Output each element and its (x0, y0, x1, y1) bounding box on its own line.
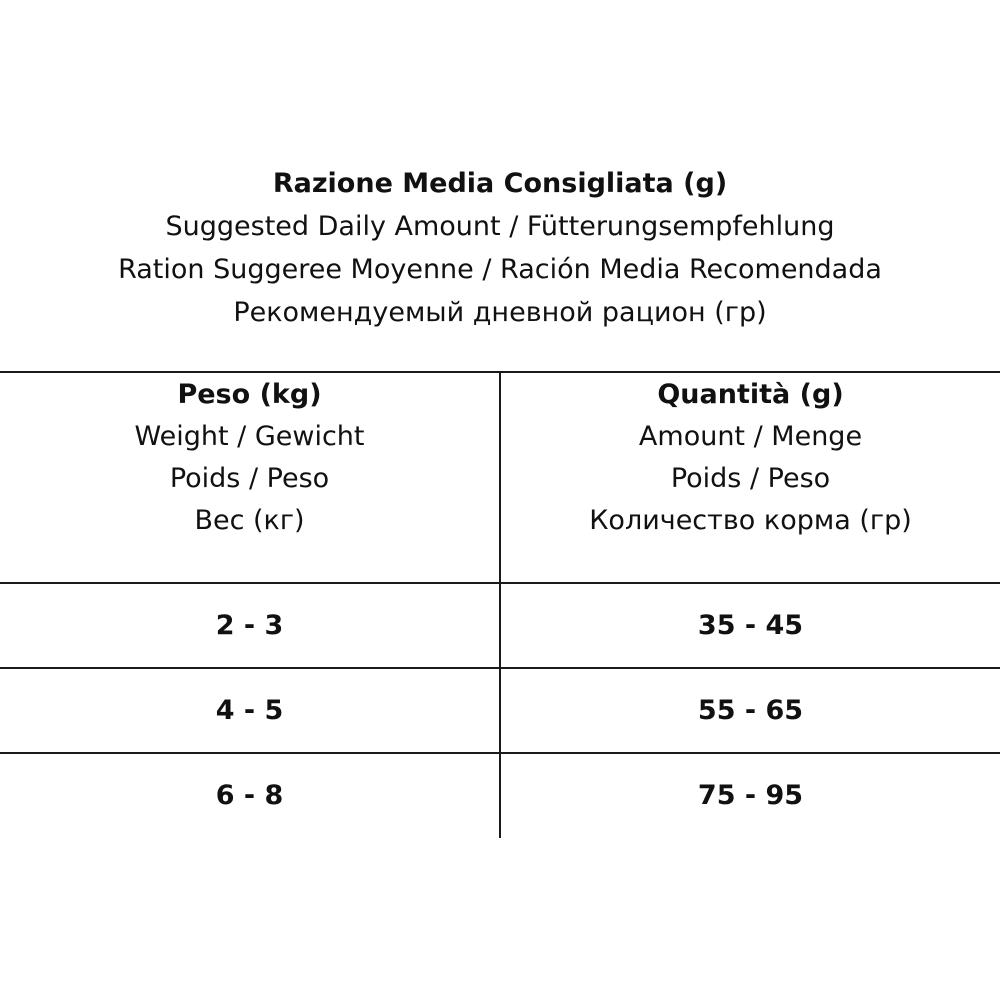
weight-cell: 6 - 8 (215, 780, 284, 811)
header-amount-line-3: Poids / Peso (670, 463, 831, 494)
amount-cell: 55 - 65 (697, 695, 804, 726)
table-row (0, 669, 1000, 753)
title-line-italian: Razione Media Consigliata (g) (272, 168, 728, 199)
weight-cell: 4 - 5 (215, 695, 284, 726)
header-amount-line-4: Количество корма (гр) (589, 505, 912, 536)
weight-cell: 2 - 3 (215, 610, 284, 641)
header-weight-line-1: Peso (kg) (177, 379, 322, 410)
header-amount-line-2: Amount / Menge (638, 421, 863, 452)
header-weight-line-3: Poids / Peso (169, 463, 330, 494)
title-line-russian: Рекомендуемый дневной рацион (гр) (233, 297, 767, 328)
header-amount (501, 374, 1000, 542)
amount-cell: 75 - 95 (697, 780, 804, 811)
header-weight-line-2: Weight / Gewicht (134, 421, 365, 452)
header-weight (0, 374, 499, 542)
header-amount-line-1: Quantità (g) (657, 379, 844, 410)
header-weight-line-4: Вес (кг) (194, 505, 305, 536)
amount-cell: 35 - 45 (697, 610, 804, 641)
title-line-english-german: Suggested Daily Amount / Fütterungsempfehlung (165, 211, 835, 242)
title-line-french-spanish: Ration Suggeree Moyenne / Ración Media Recomendada (118, 254, 882, 285)
table-row (0, 584, 1000, 668)
table-row (0, 754, 1000, 838)
title-block (0, 162, 1000, 334)
